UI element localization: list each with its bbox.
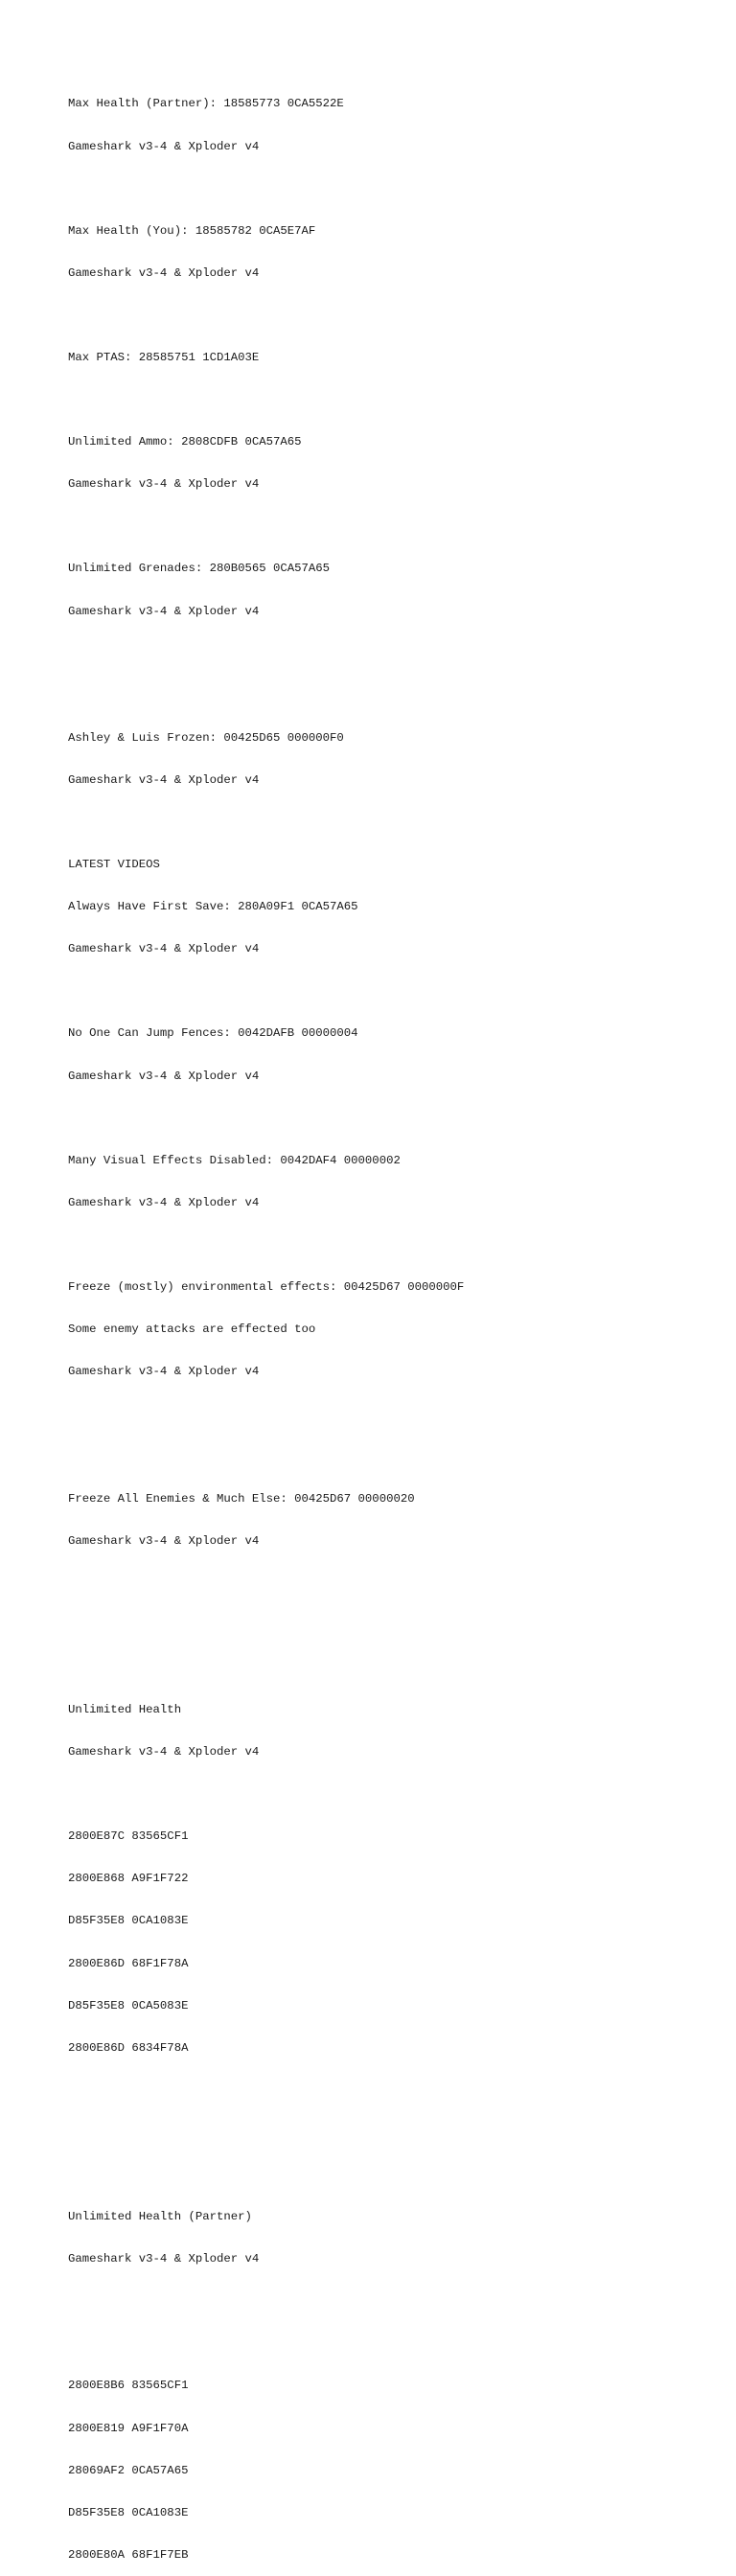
- blank-line: [68, 1576, 720, 1591]
- text-line: Gameshark v3-4 & Xploder v4: [68, 1533, 260, 1548]
- text-line: Some enemy attacks are effected too: [68, 1322, 316, 1337]
- text-line: Many Visual Effects Disabled: 0042DAF4 00000002: [68, 1153, 401, 1167]
- text-line: Max Health (Partner): 18585773 0CA5522E: [68, 97, 344, 111]
- text-line: Gameshark v3-4 & Xploder v4: [68, 772, 260, 787]
- code-line: 2800E86D 6834F78A: [68, 2040, 189, 2055]
- text-line: Freeze All Enemies & Much Else: 00425D67 00000020: [68, 1491, 415, 1506]
- blank-line: [68, 1112, 720, 1126]
- code-line: 2800E86D 68F1F78A: [68, 1956, 189, 1970]
- cheat-code-document: [68, 69, 720, 2576]
- text-line: Gameshark v3-4 & Xploder v4: [68, 1745, 260, 1760]
- blank-line: [68, 647, 720, 661]
- text-line: Gameshark v3-4 & Xploder v4: [68, 604, 260, 618]
- blank-line: [68, 182, 720, 196]
- blank-line: [68, 984, 720, 999]
- blank-line: [68, 2168, 720, 2182]
- blank-line: [68, 519, 720, 534]
- text-line: Gameshark v3-4 & Xploder v4: [68, 942, 260, 956]
- blank-line: [68, 393, 720, 407]
- blank-line: [68, 309, 720, 323]
- text-line: Gameshark v3-4 & Xploder v4: [68, 1195, 260, 1209]
- text-line: Gameshark v3-4 & Xploder v4: [68, 1069, 260, 1083]
- text-line: Freeze (mostly) environmental effects: 00425D67 0000000F: [68, 1280, 465, 1295]
- text-line: Gameshark v3-4 & Xploder v4: [68, 265, 260, 280]
- text-line: Ashley & Luis Frozen: 00425D65 000000F0: [68, 730, 344, 745]
- blank-line: [68, 2126, 720, 2140]
- blank-line: [68, 1661, 720, 1675]
- code-line: D85F35E8 0CA1083E: [68, 2505, 189, 2519]
- text-line: Max Health (You): 18585782 0CA5E7AF: [68, 223, 316, 238]
- code-line: 2800E868 A9F1F722: [68, 1872, 189, 1886]
- blank-line: [68, 2294, 720, 2309]
- section-heading: Unlimited Health: [68, 1702, 182, 1716]
- text-line: Max PTAS: 28585751 1CD1A03E: [68, 350, 260, 364]
- text-line: No One Can Jump Fences: 0042DAFB 00000004: [68, 1026, 358, 1041]
- code-line: 28069AF2 0CA57A65: [68, 2463, 189, 2477]
- blank-line: [68, 1407, 720, 1421]
- blank-line: [68, 689, 720, 703]
- text-line: Always Have First Save: 280A09F1 0CA57A65: [68, 900, 358, 914]
- code-line: 2800E87C 83565CF1: [68, 1829, 189, 1844]
- code-line: D85F35E8 0CA5083E: [68, 1998, 189, 2012]
- blank-line: [68, 1449, 720, 1463]
- text-line: Unlimited Ammo: 2808CDFB 0CA57A65: [68, 435, 302, 449]
- text-line: Gameshark v3-4 & Xploder v4: [68, 1365, 260, 1379]
- code-line: 2800E819 A9F1F70A: [68, 2421, 189, 2435]
- code-line: 2800E80A 68F1F7EB: [68, 2547, 189, 2562]
- blank-line: [68, 2336, 720, 2351]
- text-line: Unlimited Grenades: 280B0565 0CA57A65: [68, 562, 331, 576]
- blank-line: [68, 1238, 720, 1253]
- section-heading: LATEST VIDEOS: [68, 858, 160, 872]
- code-line: D85F35E8 0CA1083E: [68, 1914, 189, 1928]
- code-line: 2800E8B6 83565CF1: [68, 2379, 189, 2393]
- section-heading: Unlimited Health (Partner): [68, 2210, 252, 2224]
- text-line: Gameshark v3-4 & Xploder v4: [68, 139, 260, 153]
- text-line: Gameshark v3-4 & Xploder v4: [68, 477, 260, 492]
- blank-line: [68, 2083, 720, 2098]
- text-line: Gameshark v3-4 & Xploder v4: [68, 2252, 260, 2266]
- blank-line: [68, 1619, 720, 1633]
- blank-line: [68, 1787, 720, 1802]
- blank-line: [68, 816, 720, 830]
